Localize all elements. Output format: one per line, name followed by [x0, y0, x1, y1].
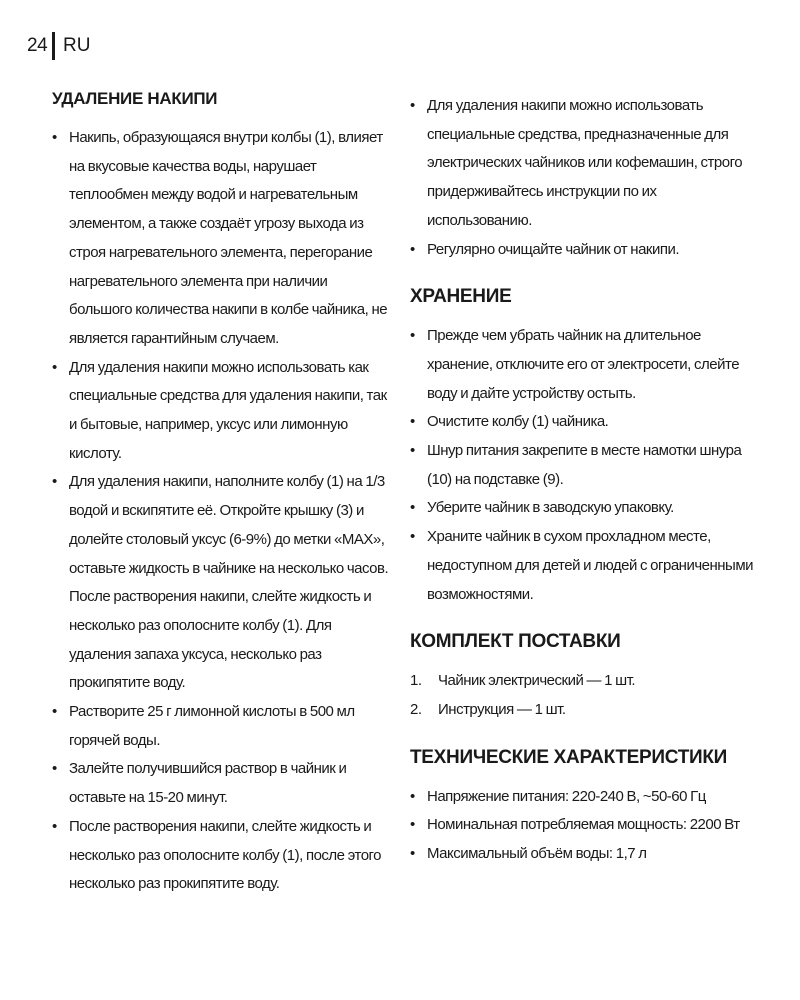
item-text: Накипь, образующаяся внутри колбы (1), влияет на вкусовые качества воды, нарушает теплообмен между водой и нагревательным элементом, а также создаёт угрозу выхода из строя нагревательного элемента, перегорание нагревательного элемента при наличии большого количества накипи в колбе чайника, не является гарантийным случаем.	[69, 129, 388, 347]
list-item	[410, 236, 755, 265]
list-item	[410, 523, 755, 609]
bullet-icon: •	[52, 129, 57, 146]
list-item	[52, 698, 392, 755]
bullet-icon: •	[410, 442, 415, 460]
bullet-icon: •	[410, 327, 415, 345]
list-item	[410, 840, 755, 869]
item-text: Для удаления накипи, наполните колбу (1) на 1/3 водой и вскипятите её. Откройте крышку (3) и долейте столовый уксус (6-9%) до метки «MAX», оставьте жидкость в чайнике на несколько часов. После растворения накипи, слейте жидкость и несколько раз ополосните колбу (1). Для удаления запаха уксуса, несколько раз прокипятите воду.	[69, 473, 389, 692]
bullet-icon: •	[410, 816, 415, 834]
bullet-icon: •	[410, 845, 415, 863]
bullet-icon: •	[52, 817, 57, 835]
bullet-icon: •	[410, 787, 415, 805]
list-item	[52, 755, 392, 812]
bullet-icon: •	[52, 703, 57, 721]
list-item	[410, 437, 755, 494]
item-text: После растворения накипи, слейте жидкость и несколько раз ополосните колбу (1), после этого несколько раз прокипятите воду.	[69, 817, 382, 893]
item-text: Залейте получившийся раствор в чайник и оставьте на 15-20 минут.	[69, 760, 347, 807]
item-text: Шнур питания закрепите в месте намотки шнура (10) на подставке (9).	[427, 442, 742, 488]
right-column	[410, 92, 755, 869]
bullet-icon: •	[410, 240, 415, 258]
item-text: Номинальная потребляемая мощность: 2200 Вт	[427, 816, 740, 834]
item-text: Храните чайник в сухом прохладном месте, недоступном для детей и людей с ограниченными возможностями.	[427, 528, 754, 603]
bullet-icon: •	[52, 473, 57, 491]
list-item	[410, 494, 755, 523]
bullet-icon: •	[410, 413, 415, 431]
bullet-icon: •	[52, 760, 57, 778]
item-text: Для удаления накипи можно использовать как специальные средства для удаления накипи, так и бытовые, например, уксус или лимонную кислоту.	[69, 358, 387, 462]
item-text: Регулярно очищайте чайник от накипи.	[427, 240, 680, 258]
list-item	[410, 667, 755, 696]
item-text: Растворите 25 г лимонной кислоты в 500 мл горячей воды.	[69, 703, 355, 749]
list-item	[410, 322, 755, 408]
bullet-icon: •	[410, 499, 415, 517]
descaling-list-continued	[410, 92, 755, 264]
bullet-icon: •	[52, 358, 57, 376]
specs-list	[410, 783, 755, 869]
item-text: Для удаления накипи можно использовать специальные средства, предназначенные для электрических чайников или кофемашин, строго придерживайтесь инструкции по их использованию.	[427, 97, 743, 229]
item-text: Уберите чайник в заводскую упаковку.	[427, 499, 674, 517]
item-text: Чайник электрический — 1 шт.	[438, 672, 636, 690]
list-item	[410, 811, 755, 840]
list-item	[52, 124, 392, 354]
descaling-list	[52, 124, 392, 899]
list-item	[52, 468, 392, 698]
item-text: Очистите колбу (1) чайника.	[427, 413, 609, 431]
item-text: Напряжение питания: 220-240 В, ~50-60 Гц	[427, 787, 706, 805]
list-item	[410, 408, 755, 437]
bullet-icon: •	[410, 528, 415, 546]
list-item	[52, 354, 392, 469]
specs-heading: ТЕХНИЧЕСКИЕ ХАРАКТЕРИСТИКИ	[410, 746, 728, 768]
list-item	[410, 92, 755, 236]
package-list	[410, 667, 755, 724]
item-text: Прежде чем убрать чайник на длительное хранение, отключите его от электросети, слейте воду и дайте устройству остыть.	[427, 327, 740, 402]
descaling-heading: УДАЛЕНИЕ НАКИПИ	[52, 89, 218, 108]
storage-heading: ХРАНЕНИЕ	[410, 286, 512, 308]
storage-list	[410, 322, 755, 609]
left-column	[52, 88, 392, 899]
package-heading: КОМПЛЕКТ ПОСТАВКИ	[410, 631, 621, 653]
item-number: 1.	[410, 672, 422, 690]
list-item	[52, 813, 392, 899]
list-item	[410, 783, 755, 812]
item-number: 2.	[410, 700, 422, 718]
header-divider	[52, 32, 55, 60]
item-text: Максимальный объём воды: 1,7 л	[427, 845, 647, 863]
list-item	[410, 696, 755, 725]
item-text: Инструкция — 1 шт.	[438, 700, 566, 718]
language-code: RU	[63, 35, 91, 56]
page-number: 24	[27, 35, 48, 56]
bullet-icon: •	[410, 97, 415, 114]
